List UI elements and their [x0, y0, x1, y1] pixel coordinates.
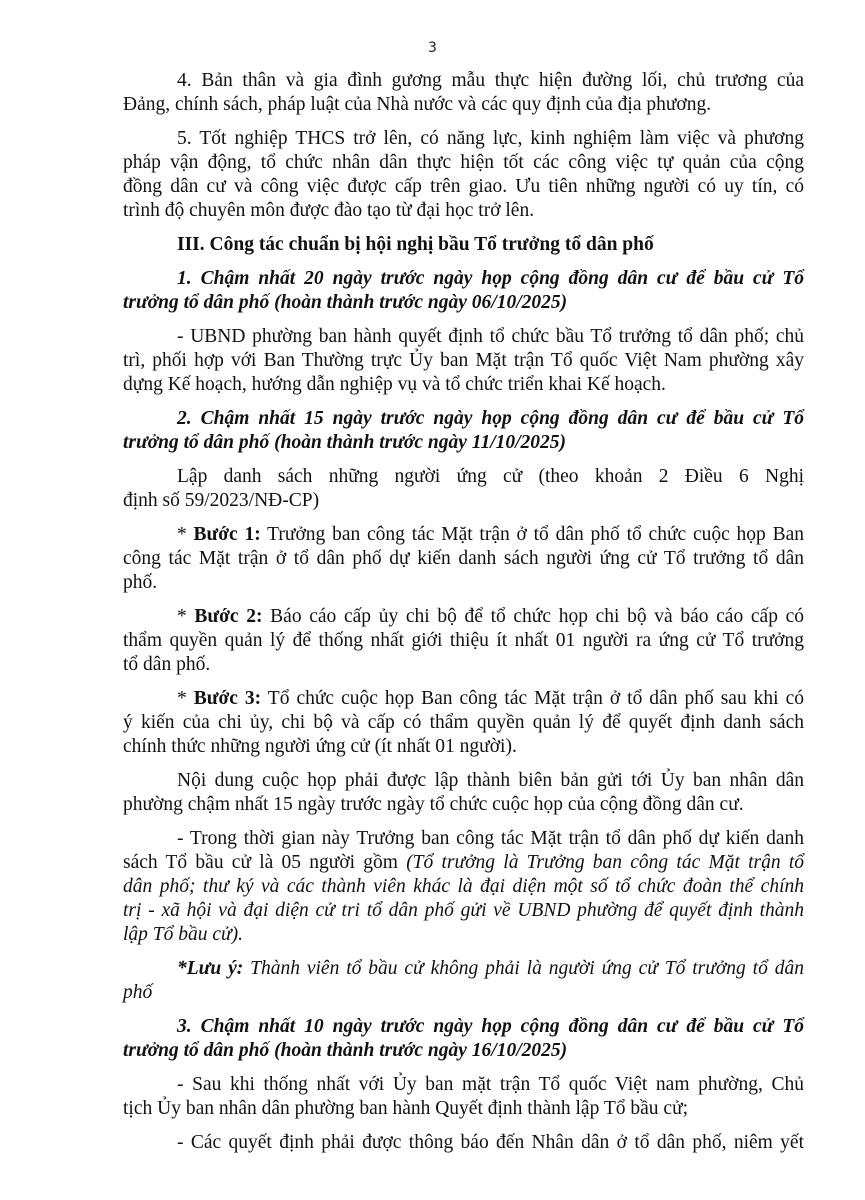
text-line: 3. Chậm nhất 10 ngày trước ngày họp cộng đồng dân cư để bầu cử Tổ [177, 1016, 804, 1037]
text-line: trưởng tổ dân phố (hoàn thành trước ngày 06/10/2025) [123, 292, 568, 313]
text-line: phố. [123, 572, 158, 593]
text-line: chính thức những người ứng cử (ít nhất 01 người). [123, 736, 517, 757]
text-line: dân phố; thư ký và các thành viên khác là đại diện một số tổ chức đoàn thể chính [123, 876, 804, 897]
text-line: - Sau khi thống nhất với Ủy ban mặt trận Tổ quốc Việt nam phường, Chủ [177, 1074, 804, 1095]
text-line: trị - xã hội và đại diện cử tri tổ dân phố gửi về UBND phường để quyết định thành [123, 900, 804, 921]
text-line: * Bước 1: Trưởng ban công tác Mặt trận ở tổ dân phố tổ chức cuộc họp Ban [177, 524, 805, 545]
text-line: tổ dân phố. [123, 654, 211, 675]
minutes-paragraph [123, 769, 804, 817]
note-label: *Lưu ý: [177, 958, 244, 979]
note-paragraph [123, 957, 804, 1005]
step-2 [123, 605, 804, 677]
text-line: ý kiến của chi ủy, chi bộ và cấp có thẩm quyền quản lý để quyết định danh sách [123, 712, 804, 733]
text-line: - UBND phường ban hành quyết định tổ chức bầu Tổ trưởng tổ dân phố; chủ [177, 326, 804, 347]
section-heading-iii: III. Công tác chuẩn bị hội nghị bầu Tổ trưởng tổ dân phố [177, 234, 654, 255]
paragraph-criterion-5 [123, 127, 804, 223]
committee-italic-text: (Tổ trưởng là Trưởng ban công tác Mặt trận tổ [406, 852, 804, 873]
text-line: Lập danh sách những người ứng cử (theo khoản 2 Điều 6 Nghị [177, 466, 804, 487]
text-line: 2. Chậm nhất 15 ngày trước ngày họp cộng đồng dân cư để bầu cử Tổ [177, 408, 804, 429]
text-line: * Bước 3: Tổ chức cuộc họp Ban công tác Mặt trận ở tổ dân phố sau khi có [177, 688, 805, 709]
text-line: định số 59/2023/NĐ-CP) [123, 490, 320, 511]
text-line: 5. Tốt nghiệp THCS trở lên, có năng lực, kinh nghiệm làm việc và phương [177, 128, 804, 149]
note-text: Thành viên tổ bầu cử không phải là người ứng cử Tổ trưởng tổ dân [243, 958, 804, 979]
step-label: Bước 1: [193, 524, 261, 545]
item-3-heading [123, 1015, 804, 1063]
item-1-heading [123, 267, 804, 315]
item-3-body-1 [123, 1073, 804, 1121]
text-line: pháp vận động, tổ chức nhân dân thực hiện tốt các công việc tự quản của cộng [123, 152, 804, 173]
text-line: đồng dân cư và công việc được cấp trên giao. Ưu tiên những người có uy tín, có [123, 176, 804, 197]
text-line [123, 851, 804, 875]
text-line: trưởng tổ dân phố (hoàn thành trước ngày 11/10/2025) [123, 432, 567, 453]
item-1-body [123, 325, 804, 397]
step-label: Bước 3: [193, 688, 262, 709]
step-text: Báo cáo cấp ủy chi bộ để tổ chức họp chi bộ và báo cáo cấp có [262, 606, 805, 627]
text-line: 4. Bản thân và gia đình gương mẫu thực hiện đường lối, chủ trương của [177, 70, 804, 91]
item-3-body-2 [123, 1131, 804, 1155]
committee-paragraph [123, 827, 804, 947]
text-line: Nội dung cuộc họp phải được lập thành biên bản gửi tới Ủy ban nhân dân [177, 770, 804, 791]
step-1 [123, 523, 804, 595]
text-line: dựng Kế hoạch, hướng dẫn nghiệp vụ và tổ chức triển khai Kế hoạch. [123, 374, 666, 395]
page-number: 3 [428, 40, 437, 56]
text-line: - Các quyết định phải được thông báo đến Nhân dân ở tổ dân phố, niêm yết [177, 1132, 804, 1153]
text-line: 1. Chậm nhất 20 ngày trước ngày họp cộng đồng dân cư để bầu cử Tổ [177, 268, 804, 289]
committee-plain-text: sách Tổ bầu cử là 05 người gồm [123, 852, 407, 873]
step-label: Bước 2: [194, 606, 263, 627]
text-line: Đảng, chính sách, pháp luật của Nhà nước và các quy định của địa phương. [123, 94, 712, 115]
text-line: phố [123, 982, 153, 1003]
step-text: Trưởng ban công tác Mặt trận ở tổ dân phố tổ chức cuộc họp Ban [260, 524, 805, 545]
step-text: Tổ chức cuộc họp Ban công tác Mặt trận ở tổ dân phố sau khi có [261, 688, 805, 709]
text-line: thẩm quyền quản lý để thống nhất giới thiệu ít nhất 01 người ra ứng cử Tổ trưởng [123, 630, 804, 651]
text-line: * Bước 2: Báo cáo cấp ủy chi bộ để tổ chức họp chi bộ và báo cáo cấp có [177, 606, 805, 627]
paragraph-criterion-4 [123, 69, 804, 117]
text-line: lập Tổ bầu cử). [123, 924, 244, 945]
step-3 [123, 687, 804, 759]
document-body [123, 69, 804, 1165]
item-2-intro [123, 465, 804, 513]
text-line: tịch Ủy ban nhân dân phường ban hành Quyết định thành lập Tổ bầu cử; [123, 1098, 689, 1119]
text-line: trình độ chuyên môn được đào tạo từ đại học trở lên. [123, 200, 535, 221]
text-line: trưởng tổ dân phố (hoàn thành trước ngày 16/10/2025) [123, 1040, 568, 1061]
text-line: phường chậm nhất 15 ngày trước ngày tổ chức cuộc họp của cộng đồng dân cư. [123, 794, 744, 815]
item-2-heading [123, 407, 804, 455]
text-line: - Trong thời gian này Trưởng ban công tác Mặt trận tổ dân phố dự kiến danh [177, 828, 804, 849]
text-line: trì, phối hợp với Ban Thường trực Ủy ban Mặt trận Tổ quốc Việt Nam phường xây [123, 350, 804, 371]
text-line [123, 957, 804, 981]
text-line: công tác Mặt trận ở tổ dân phố dự kiến danh sách người ứng cử Tổ trưởng tổ dân [123, 548, 804, 569]
